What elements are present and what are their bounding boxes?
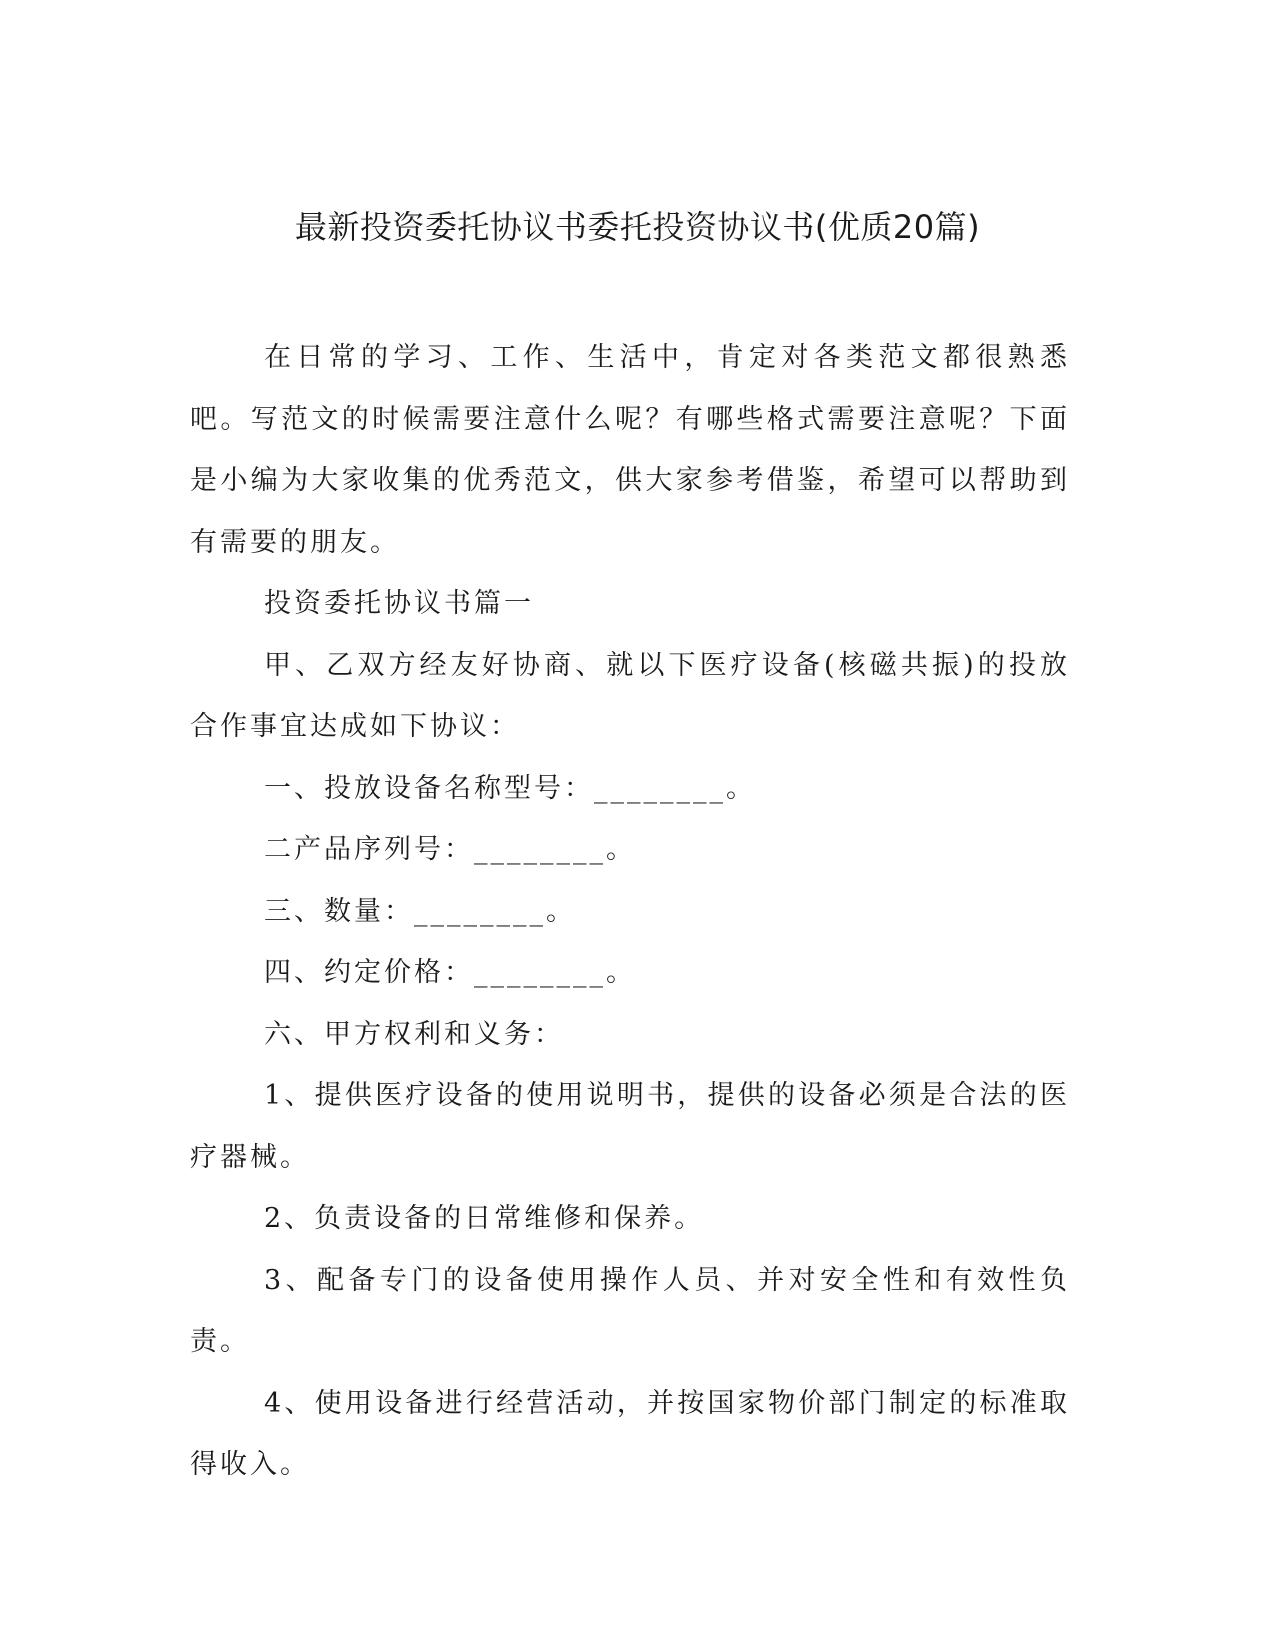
list-item: 4、使用设备进行经营活动，并按国家物价部门制定的标准取得收入。 (190, 1387, 1070, 1480)
clause-serial-number: 二产品序列号：________。 (264, 834, 636, 865)
section-heading: 投资委托协议书篇一 (264, 588, 534, 619)
clause-price: 四、约定价格：________。 (264, 957, 636, 988)
document-title: 最新投资委托协议书委托投资协议书(优质20篇) (294, 208, 981, 246)
clause-device-model: 一、投放设备名称型号：________。 (264, 772, 756, 804)
clause-party-a-rights: 六、甲方权利和义务： (264, 1018, 564, 1050)
intro-paragraph: 在日常的学习、工作、生活中，肯定对各类范文都很熟悉吧。写范文的时候需要注意什么呢？有哪些格式需要注意呢？下面是小编为大家收集的优秀范文，供大家参考借鉴，希望可以帮助到有需要的朋友。 (190, 342, 1070, 558)
list-item: 1、提供医疗设备的使用说明书，提供的设备必须是合法的医疗器械。 (190, 1080, 1070, 1173)
list-item: 3、配备专门的设备使用操作人员、并对安全性和有效性负责。 (190, 1264, 1070, 1357)
list-item: 2、负责设备的日常维修和保养。 (264, 1203, 705, 1234)
clause-quantity: 三、数量：________。 (264, 895, 576, 927)
document-body (190, 327, 1070, 1496)
agreement-preamble: 甲、乙双方经友好协商、就以下医疗设备(核磁共振)的投放合作事宜达成如下协议： (190, 649, 1070, 742)
